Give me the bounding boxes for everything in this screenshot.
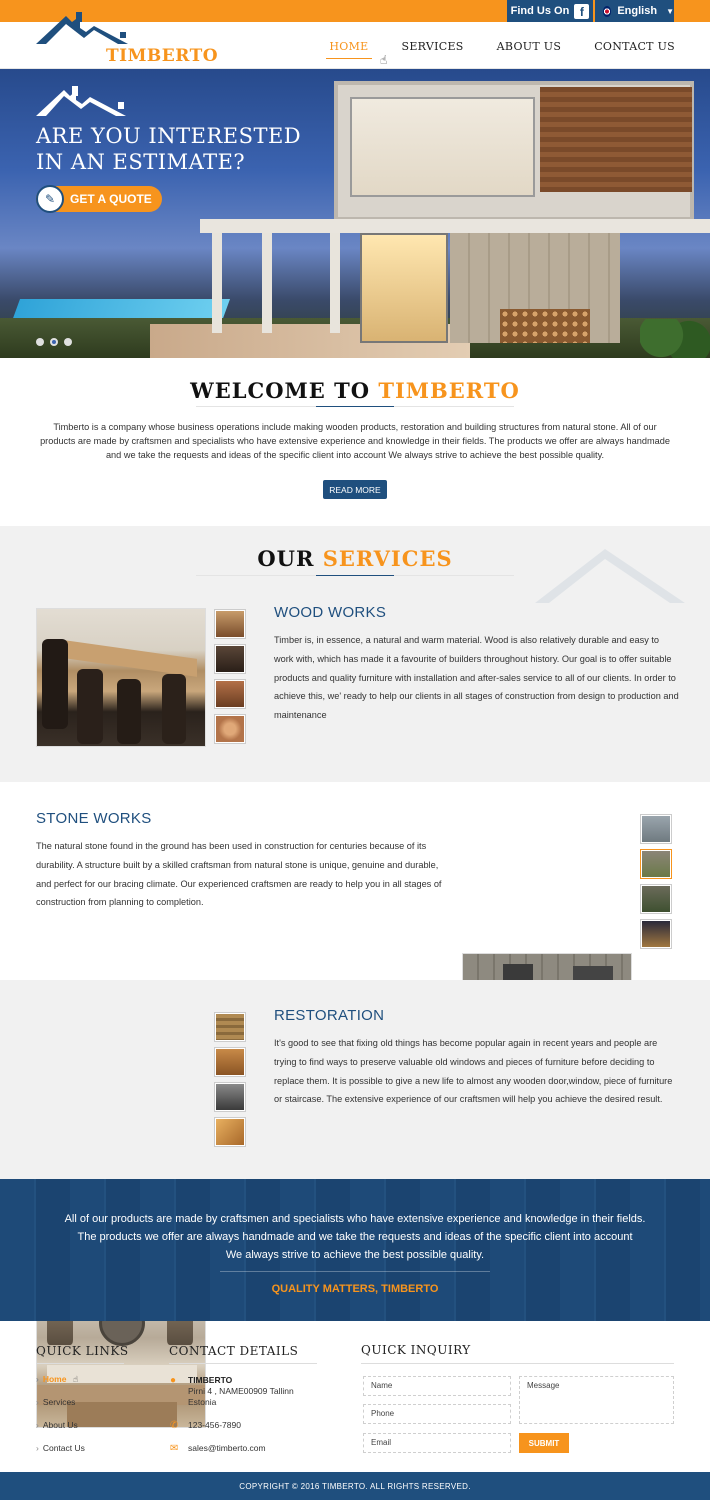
slider-dot-2[interactable] <box>50 338 58 346</box>
map-pin-icon: ● <box>170 1375 177 1386</box>
site-logo[interactable] <box>36 8 219 66</box>
stone-works-text: The natural stone found in the ground has been used in construction for centuries because of its durability. A structure built by a skilled craftsman from natural stone is unique, genuine and durable, and perfect for our bracing climate. Our experienced craftsmen are ready to help you in all stages of construction from planning to completion. <box>36 841 442 908</box>
contact-phone[interactable] <box>170 1420 241 1431</box>
stone-thumb-1[interactable] <box>640 814 672 844</box>
welcome-title <box>0 378 710 403</box>
stone-thumb-4[interactable] <box>640 919 672 949</box>
stone-thumb-3[interactable] <box>640 884 672 914</box>
footer-link-about[interactable] <box>36 1420 78 1430</box>
welcome-divider <box>196 406 514 407</box>
restoration-title: RESTORATION <box>274 1007 385 1024</box>
wood-thumb-1[interactable] <box>214 609 246 639</box>
inquiry-submit-button[interactable]: SUBMIT <box>519 1433 569 1453</box>
banner-line-2: The products we offer are always handmade and we take the requests and ideas of the specific client into account <box>77 1231 633 1243</box>
slider-dots <box>36 338 72 346</box>
copyright-bar: COPYRIGHT © 2016 TIMBERTO. ALL RIGHTS RESERVED. <box>0 1472 710 1500</box>
banner-tagline: QUALITY MATTERS, TIMBERTO <box>271 1283 439 1295</box>
hero-title-line2: IN AN ESTIMATE? <box>36 150 246 174</box>
services-divider <box>196 575 514 576</box>
footer-link-services[interactable] <box>36 1397 75 1407</box>
get-a-quote-button[interactable] <box>36 186 162 212</box>
envelope-icon: ✉ <box>170 1443 179 1454</box>
footer-link-about-label: About Us <box>42 1420 78 1430</box>
hero-slab <box>200 219 710 233</box>
wood-thumb-2[interactable] <box>214 644 246 674</box>
hero-wood-panel <box>540 87 692 192</box>
footer-link-home-label: Home <box>42 1374 67 1384</box>
restoration-text: It's good to see that fixing old things has become popular again in recent years and people are trying to find ways to preserve valuable old windows and pieces of furniture before deciding to replace them. It is possible to give a new life to almost any wooden door,window, piece of furniture or staircase. The extensive experience of our craftsmen will help you achieve the desired result. <box>274 1038 673 1105</box>
hero-title-line1: ARE YOU INTERESTED <box>36 124 302 148</box>
language-label: English <box>617 5 658 17</box>
wood-works-title: WOOD WORKS <box>274 604 387 621</box>
nav-services[interactable]: SERVICES <box>401 40 464 53</box>
hero-pillar <box>212 233 222 333</box>
uk-flag-icon <box>603 6 611 17</box>
get-a-quote-label: GET A QUOTE <box>70 192 152 206</box>
chevron-right-icon: › <box>36 1443 39 1453</box>
contact-address-line1: Pirni 4 , NAME00909 Tallinn <box>188 1386 294 1396</box>
wood-works-text: Timber is, in essence, a natural and warm material. Wood is also relatively durable and easy to work with, which has made it a favourite of builders throughout history. Our goal is to offer suitable products and quality furniture with installation and after-sales service to all of our clients. In order to achieve this, we' ready to help our clients in all stages of construction from design to production and maintenance <box>274 635 679 721</box>
hero-window <box>350 97 535 197</box>
services-title <box>0 546 710 571</box>
contact-email-address: sales@timberto.com <box>188 1443 266 1453</box>
services-title-plain: OUR <box>257 546 315 571</box>
inquiry-message-input[interactable]: Message <box>519 1376 674 1424</box>
wood-works-main-photo <box>36 608 206 747</box>
banner-line-1: All of our products are made by craftsmen and specialists who have extensive experience and knowledge in their fields. <box>64 1213 646 1225</box>
contact-company: TIMBERTO <box>188 1375 233 1385</box>
nav-about-us[interactable]: ABOUT US <box>496 40 562 53</box>
inquiry-phone-input[interactable]: Phone <box>363 1404 511 1424</box>
footer-link-contact-label: Contact Us <box>42 1443 85 1453</box>
chevron-right-icon: › <box>36 1374 39 1384</box>
contact-details-title: CONTACT DETAILS <box>169 1344 299 1358</box>
site-header <box>0 22 710 69</box>
hero-trees <box>640 319 710 358</box>
contact-details-rule <box>169 1363 317 1364</box>
wood-thumb-3[interactable] <box>214 679 246 709</box>
slider-dot-1[interactable] <box>36 338 44 346</box>
services-title-accent: SERVICES <box>322 546 453 571</box>
welcome-title-plain: WELCOME TO <box>190 378 371 403</box>
banner-text <box>40 1210 670 1264</box>
contact-email[interactable] <box>170 1443 266 1454</box>
inquiry-name-input[interactable]: Name <box>363 1376 511 1396</box>
inquiry-email-input[interactable]: Email <box>363 1433 511 1453</box>
banner-line-3: We always strive to achieve the best possible quality. <box>225 1249 485 1261</box>
caret-down-icon: ▼ <box>666 6 674 16</box>
quick-inquiry-title: QUICK INQUIRY <box>361 1343 471 1357</box>
hand-cursor-icon: ☝ <box>380 53 388 67</box>
quote-document-icon: ✎ <box>36 185 64 213</box>
chevron-right-icon: › <box>36 1397 39 1407</box>
hero-roof-icon <box>36 80 128 118</box>
main-nav <box>329 40 675 53</box>
stone-works-title: STONE WORKS <box>36 810 152 827</box>
wood-thumb-4[interactable] <box>214 714 246 744</box>
hero-pillar <box>262 233 272 333</box>
footer-link-contact[interactable] <box>36 1443 85 1453</box>
logo-text: TIMBERTO <box>106 46 219 66</box>
stone-thumb-2[interactable] <box>640 849 672 879</box>
find-us-facebook-link[interactable] <box>507 0 593 22</box>
footer-link-home[interactable] <box>36 1374 78 1385</box>
language-selector[interactable] <box>595 0 674 22</box>
read-more-button[interactable]: READ MORE <box>323 480 387 499</box>
banner-divider <box>220 1271 490 1272</box>
hero-title <box>36 123 336 175</box>
welcome-title-accent: TIMBERTO <box>378 378 520 403</box>
phone-icon: ✆ <box>170 1420 179 1431</box>
hero-logs <box>500 309 590 343</box>
contact-address <box>170 1375 294 1408</box>
find-us-label: Find Us On <box>510 5 570 17</box>
restoration-thumb-4[interactable] <box>214 1117 246 1147</box>
restoration-thumb-3[interactable] <box>214 1082 246 1112</box>
hero-glass-door <box>360 233 448 343</box>
quick-links-rule <box>36 1363 124 1364</box>
welcome-text: Timberto is a company whose business operations include making wooden products, restoration and building structures from natural stone. All of our products are made by craftsmen and specialists who have extensive experience and knowledge in their fields. The products we offer are always handmade and we take the requests and ideas of the specific client into account We always strive to achieve the best possible quality. <box>40 422 670 460</box>
roof-logo-icon <box>36 8 136 48</box>
restoration-thumb-2[interactable] <box>214 1047 246 1077</box>
slider-dot-3[interactable] <box>64 338 72 346</box>
footer-link-services-label: Services <box>42 1397 76 1407</box>
nav-home[interactable]: HOME <box>329 40 369 53</box>
quick-links-title: QUICK LINKS <box>36 1344 129 1358</box>
contact-address-line2: Estonia <box>188 1397 217 1407</box>
facebook-icon: f <box>574 4 589 19</box>
nav-contact-us[interactable]: CONTACT US <box>594 40 675 53</box>
hand-cursor-icon: ☝ <box>72 1374 79 1384</box>
restoration-thumb-1[interactable] <box>214 1012 246 1042</box>
quick-inquiry-rule <box>361 1363 674 1364</box>
hero-pillar <box>330 233 340 333</box>
chevron-right-icon: › <box>36 1420 39 1430</box>
contact-phone-number: 123-456-7890 <box>188 1420 241 1430</box>
